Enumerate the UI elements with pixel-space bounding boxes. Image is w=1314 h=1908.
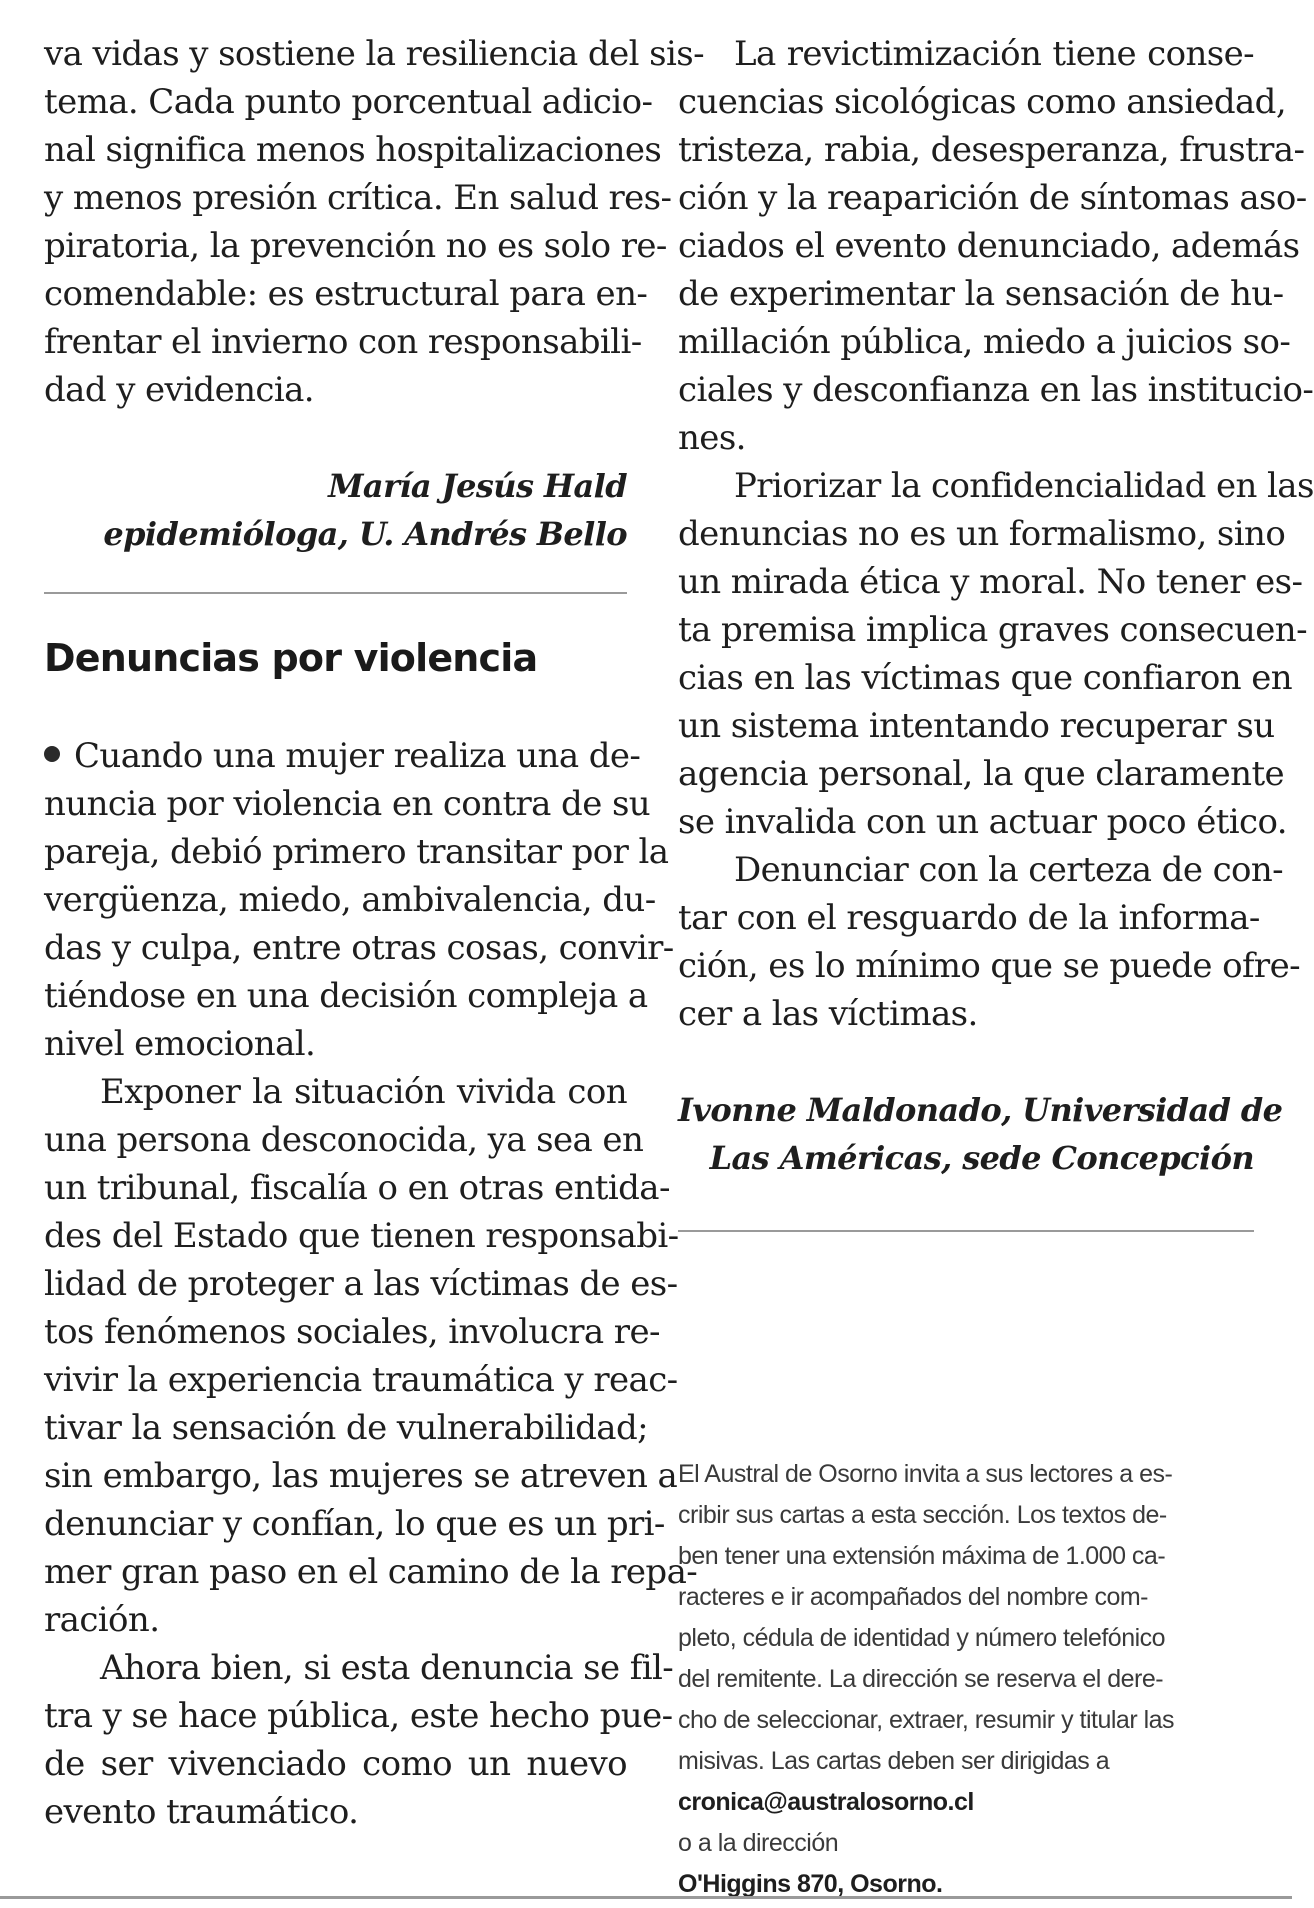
text-line: de experimentar la sensación de hu- xyxy=(678,274,1284,314)
text-line: vergüenza, miedo, ambivalencia, du- xyxy=(44,880,656,920)
text-line: denunciar y confían, lo que es un pri- xyxy=(44,1504,665,1544)
text-line: das y culpa, entre otras cosas, convir- xyxy=(44,928,674,968)
author-name: Ivonne Maldonado, Universidad de xyxy=(678,1091,1283,1129)
text-line: se invalida con un actuar poco ético. xyxy=(678,802,1287,842)
text-line: nal significa menos hospitalizaciones xyxy=(44,130,662,170)
letter-title: Denuncias por violencia xyxy=(44,636,538,680)
text-line: un tribunal, fiscalía o en otras entida- xyxy=(44,1168,670,1208)
text-line: millación pública, miedo a juicios so- xyxy=(678,322,1291,362)
note-line: racteres e ir acompañados del nombre com- xyxy=(678,1583,1149,1611)
text-line: un sistema intentando recuperar su xyxy=(678,706,1275,746)
text-line: nuncia por violencia en contra de su xyxy=(44,784,651,824)
letter-paragraph-6 xyxy=(678,846,1300,1038)
postal-address: O'Higgins 870, Osorno. xyxy=(678,1870,943,1898)
page-bottom-rule xyxy=(0,1896,1292,1899)
text-line: denuncias no es un formalismo, sino xyxy=(678,514,1286,554)
text-line: ciales y desconfianza en las institucio- xyxy=(678,370,1314,410)
text-line: mer gran paso en el camino de la repa- xyxy=(44,1552,698,1592)
text-line: evento traumático. xyxy=(44,1792,359,1832)
text-line: un mirada ética y moral. No tener es- xyxy=(678,562,1303,602)
text-line: cias en las víctimas que confiaron en xyxy=(678,658,1293,698)
right-column xyxy=(678,30,1314,1898)
text-line: ciados el evento denunciado, además xyxy=(678,226,1300,266)
bullet-icon xyxy=(44,746,60,762)
text-line: pareja, debió primero transitar por la xyxy=(44,832,669,872)
letter-paragraph-2 xyxy=(44,1068,698,1644)
letter-paragraph-1 xyxy=(44,732,674,1068)
author-role: epidemióloga, U. Andrés Bello xyxy=(103,515,627,553)
left-column xyxy=(44,30,704,1836)
text-line: Cuando una mujer realiza una de- xyxy=(44,732,627,780)
letter-paragraph-3 xyxy=(44,1644,674,1836)
text-line: lidad de proteger a las víctimas de es- xyxy=(44,1264,678,1304)
text-line: ración. xyxy=(44,1600,160,1640)
previous-letter-ending xyxy=(44,30,704,414)
letter-paragraph-5 xyxy=(678,462,1314,846)
text-line: ción y la reaparición de síntomas aso- xyxy=(678,178,1307,218)
text-line: tar con el resguardo de la informa- xyxy=(678,898,1260,938)
text-line: tema. Cada punto porcentual adicio- xyxy=(44,82,653,122)
letter-paragraph-4 xyxy=(678,30,1314,462)
text-line: de ser vivenciado como un nuevo xyxy=(44,1744,627,1784)
text-line: frentar el invierno con responsabili- xyxy=(44,322,642,362)
text-line: una persona desconocida, ya sea en xyxy=(44,1120,644,1160)
note-line: misivas. Las cartas deben ser dirigidas a xyxy=(678,1747,1110,1775)
text-line: cer a las víctimas. xyxy=(678,994,978,1034)
text-line: tivar la sensación de vulnerabilidad; xyxy=(44,1408,648,1448)
text-line: Exponer la situación vivida con xyxy=(100,1072,627,1112)
text-line: ta premisa implica graves consecuen- xyxy=(678,610,1307,650)
text-line: Ahora bien, si esta denuncia se fil- xyxy=(100,1648,674,1688)
text-line: sin embargo, las mujeres se atreven a xyxy=(44,1456,678,1496)
author-name: María Jesús Hald xyxy=(328,467,627,505)
text-line: tra y se hace pública, este hecho pue- xyxy=(44,1696,673,1736)
note-line: o a la dirección xyxy=(678,1829,839,1857)
text-line: vivir la experiencia traumática y reac- xyxy=(44,1360,678,1400)
note-line: cho de seleccionar, extraer, resumir y titular las xyxy=(678,1706,1175,1734)
contact-email[interactable]: cronica@australosorno.cl xyxy=(678,1788,974,1816)
text-line: va vidas y sostiene la resiliencia del sis- xyxy=(44,34,704,74)
text-line: comendable: es estructural para en- xyxy=(44,274,648,314)
text-line: y menos presión crítica. En salud res- xyxy=(44,178,672,218)
author-affiliation: Las Américas, sede Concepción xyxy=(709,1139,1254,1177)
text-line: dad y evidencia. xyxy=(44,370,315,410)
section-divider xyxy=(678,1230,1254,1232)
note-line: cribir sus cartas a esta sección. Los textos de- xyxy=(678,1501,1167,1529)
text-line: tristeza, rabia, desesperanza, frustra- xyxy=(678,130,1305,170)
note-line: pleto, cédula de identidad y número telefónico xyxy=(678,1624,1166,1652)
text-line: ción, es lo mínimo que se puede ofre- xyxy=(678,946,1300,986)
text-line: La revictimización tiene conse- xyxy=(734,34,1254,74)
text-line: des del Estado que tienen responsabi- xyxy=(44,1216,679,1256)
text-line: tiéndose en una decisión compleja a xyxy=(44,976,648,1016)
text-line: cuencias sicológicas como ansiedad, xyxy=(678,82,1287,122)
text-line: Denunciar con la certeza de con- xyxy=(734,850,1284,890)
note-line: del remitente. La dirección se reserva el dere- xyxy=(678,1665,1164,1693)
text-line: Priorizar la confidencialidad en las xyxy=(734,466,1314,506)
note-line: El Austral de Osorno invita a sus lectores a es- xyxy=(678,1460,1173,1488)
note-line: ben tener una extensión máxima de 1.000 ca- xyxy=(678,1542,1166,1570)
text-line: nes. xyxy=(678,418,746,458)
editor-note xyxy=(678,1454,1254,1905)
text-line: tos fenómenos sociales, involucra re- xyxy=(44,1312,660,1352)
text-line: agencia personal, la que claramente xyxy=(678,754,1285,794)
text-line: piratoria, la prevención no es solo re- xyxy=(44,226,667,266)
text-line: nivel emocional. xyxy=(44,1024,316,1064)
